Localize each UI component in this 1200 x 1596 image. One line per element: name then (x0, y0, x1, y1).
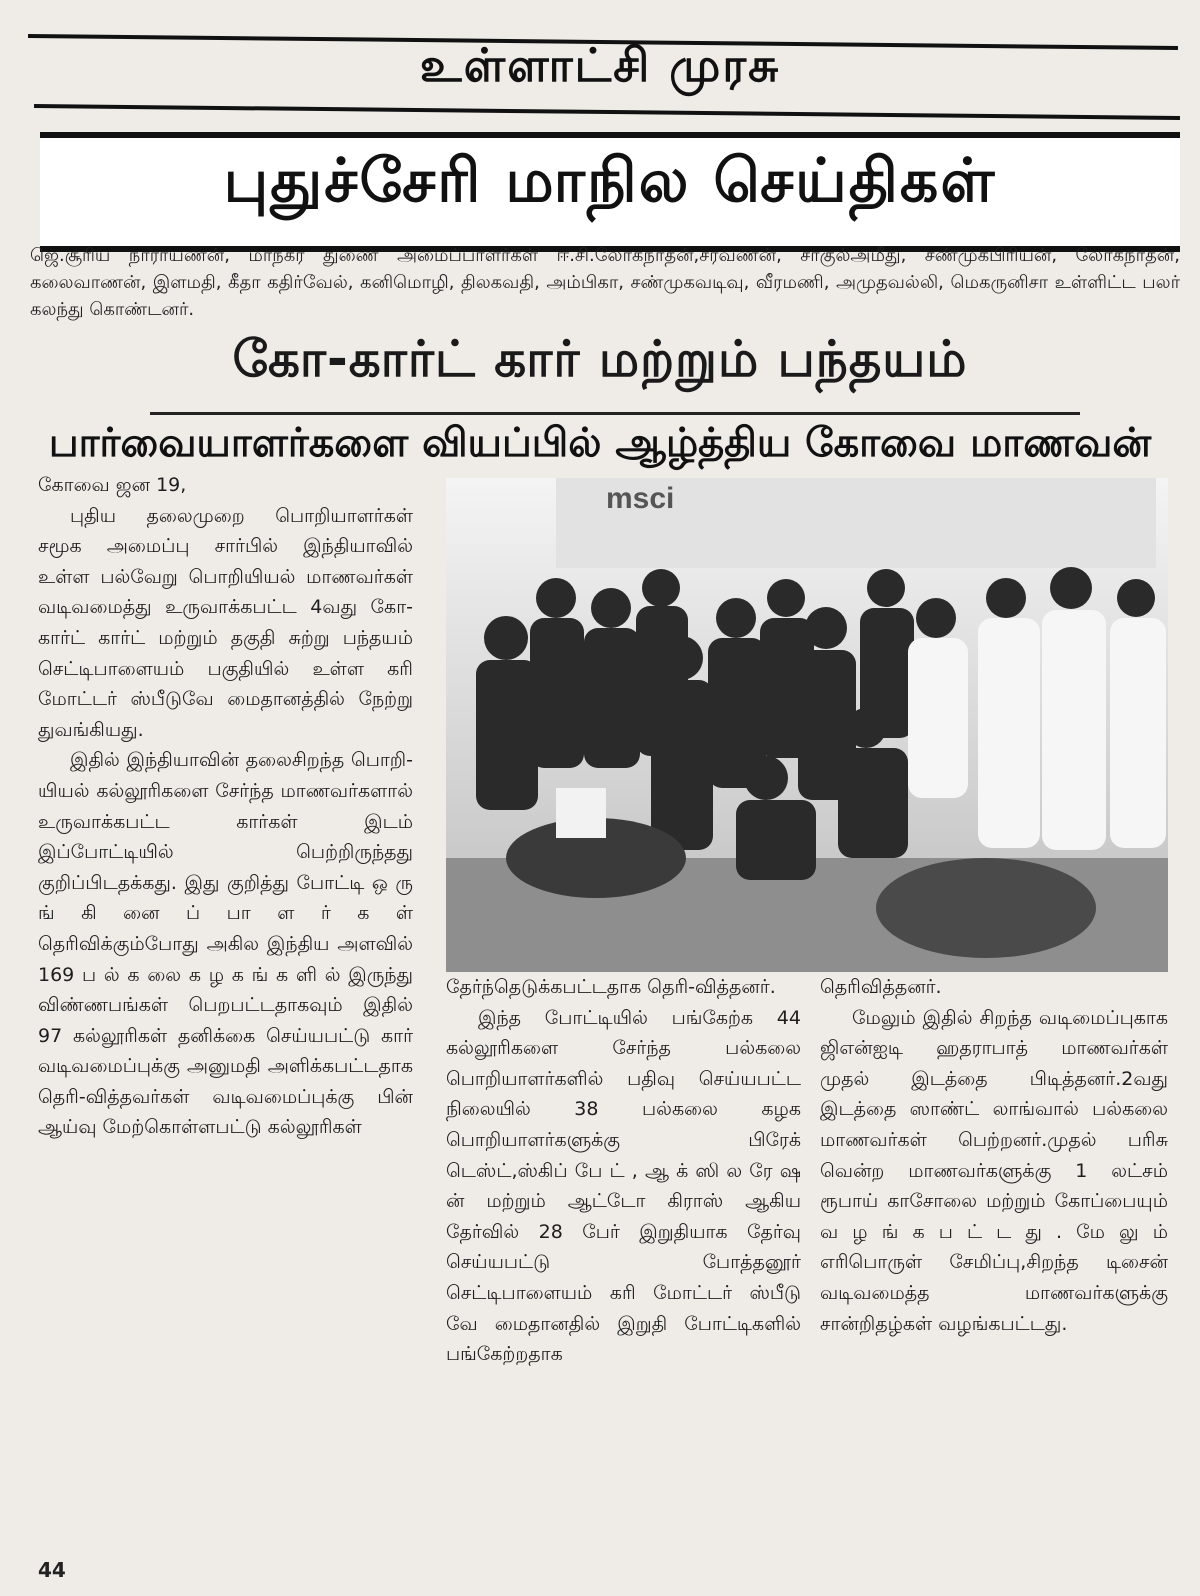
article-column-right (820, 972, 1168, 1339)
article-column-left (38, 470, 413, 1143)
photo-illustration (446, 478, 1168, 972)
paragraph: இதில் இந்தியாவின் தலைசிறந்த பொறி-யியல் கல்லூரிகளை சேர்ந்த மாணவர்களால் உருவாக்கபட்ட கார்கள் இடம் இப்போட்டியில் பெற்றிருந்தது குறிப்பிடதக்கது. இது குறித்து போட்டி ஒ ரு ங் கி னை ப் பா ள ர் க ள் தெரிவிக்கும்போது அகில இந்திய அளவில் 169 ப ல் க லை க ழ க ங் க ளி ல் இருந்து விண்ணபங்கள் பெறபட்டதாகவும் இதில் 97 கல்லூரிகள் தனிக்கை செய்யபட்டு கார் வடிவமைப்புக்கு அனுமதி அளிக்கபட்டதாக தெரி-வித்தவர்கள் வடிவமைப்புக்கு பின் ஆய்வு மேற்கொள்ளபட்டு கல்லூரிகள் (38, 749, 413, 1139)
headline-rule (150, 412, 1080, 415)
masthead: உள்ளாட்சி முரசு (419, 38, 781, 92)
paragraph: தெரிவித்தனர். (820, 976, 942, 998)
section-title: புதுச்சேரி மாநில செய்திகள் (223, 146, 997, 216)
dateline: கோவை ஜன 19, (38, 474, 187, 496)
paragraph: தேர்ந்தெடுக்கபட்டதாக தெரி-வித்தனர். (446, 976, 776, 998)
paragraph: புதிய தலைமுறை பொறியாளர்கள் சமூக அமைப்பு சார்பில் இந்தியாவில் உள்ள பல்வேறு பொறியியல் மாணவர்கள் வடிவமைத்து உருவாக்கபட்ட 4வது கோ-கார்ட் கார்ட் மற்றும் தகுதி சுற்று பந்தயம் செட்டிபாளையம் பகுதியில் உள்ள கரி மோட்டர் ஸ்பீடுவே மைதானத்தில் நேற்று துவங்கியது. (38, 504, 413, 741)
subheadline: பார்வையாளர்களை வியப்பில் ஆழ்த்திய கோவை மாணவன் (48, 420, 1152, 466)
page-number: 44 (38, 1558, 66, 1582)
headline: கோ-கார்ட் கார் மற்றும் பந்தயம் (232, 330, 968, 388)
names-paragraph: ஜெ.சூரிய நாராயணன், மாநகர துணை அமைப்பாளர்கள் ஈ.சி.லோகநாதன்,சரவணன், சாகுல்அமீது, சண்முகபிரியன், லோகநாதன், கலைவாணன், இளமதி, கீதா கதிர்வேல், கனிமொழி, திலகவதி, அம்பிகா, சண்முகவடிவு, வீரமணி, அமுதவல்லி, மெகருனிசா உள்ளிட்ட பலர் கலந்து கொண்டனர். (30, 245, 1180, 320)
article-column-middle (446, 972, 801, 1370)
masthead-bottom-rule (34, 104, 1180, 120)
banner-logo: msci (606, 482, 675, 515)
paragraph: மேலும் இதில் சிறந்த வடிமைப்புகாக ஜிஎன்ஐடி ஹதராபாத் மாணவர்கள் முதல் இடத்தை பிடித்தனர்.2வது இடத்தை ஸாண்ட் லாங்வால் பல்கலை மாணவர்கள் பெற்றனர்.முதல் பரிசு வென்ற மாணவர்களுக்கு 1 லட்சம் ரூபாய் காசோலை மற்றும் கோப்பையும் வ ழ ங் க ப ட் ட து . மே லு ம் எரிபொருள் சேமிப்பு,சிறந்த டிசைன் வடிவமைத்த மாணவர்களுக்கு சான்றிதழ்கள் வழங்கபட்டது. (820, 1006, 1168, 1335)
team-photo (446, 478, 1168, 972)
paragraph: இந்த போட்டியில் பங்கேற்க 44 கல்லூரிகளை சேர்ந்த பல்கலை பொறியாளர்களில் பதிவு செய்யபட்ட நிலையில் 38 பல்கலை கழக பொறியாளர்களுக்கு பிரேக் டெஸ்ட்,ஸ்கிப் பே ட் , ஆ க் ஸி ல ரே ஷ ன் மற்றும் ஆட்டோ கிராஸ் ஆகிய தேர்வில் 28 பேர் இறுதியாக தேர்வு செய்யபட்டு போத்தனூர் செட்டிபாளையம் கரி மோட்டர் ஸ்பீடு வே மைதானதில் இறுதி போட்டிகளில் பங்கேற்றதாக (446, 1006, 801, 1366)
